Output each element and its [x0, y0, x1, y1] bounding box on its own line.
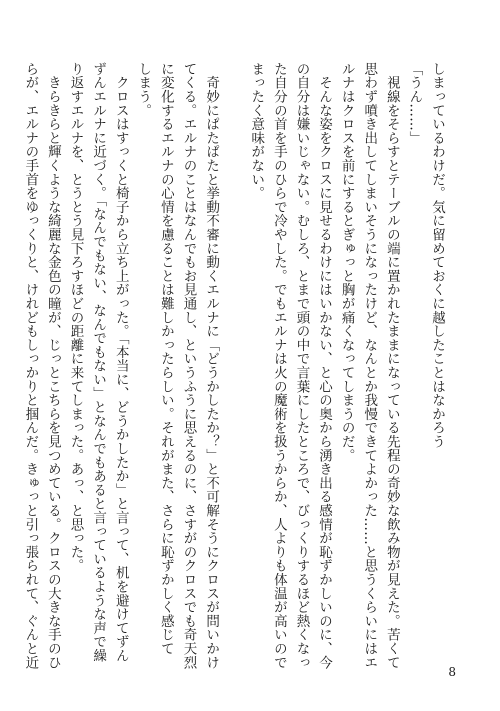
body-text	[22, 62, 448, 670]
text-line: クロスはすっくと椅子から立ち上がった。「本当に、どうかしたか」と言って、机を避けてずん	[112, 62, 129, 663]
text-line: ずんエルナに近づく。「なんでもない、なんでもない」となんでもあると言っているような声で繰	[90, 62, 107, 663]
text-line: らが、エルナの手首をゆっくりと、けれどもしっかりと掴んだ。きゅっと引っ張られて、ぐんと近	[22, 62, 39, 670]
text-line: まったく意味がない。	[248, 62, 265, 200]
text-line: しまう。	[135, 62, 152, 118]
paragraph-break	[222, 62, 245, 640]
text-line: しまっているわけだ。気に留めておくに越したことはなかろう	[429, 62, 445, 449]
text-line: の自分は嫌いじゃない。むしろ、とまで頭の中で言葉にしたところで、びっくりするほど熱くなっ	[293, 62, 310, 670]
text-line: た自分の首を手のひらで冷やした。でもエルナは火の魔術を扱うからか、人よりも体温が高いので	[270, 62, 287, 670]
text-line: そんな姿をクロスに見せるわけにはいかない、と心の奥から湧き出る感情が恥ずかしいのに、今	[316, 62, 333, 670]
text-line: に変化するエルナの心情を慮ることは難しかったらしい。それがまた、さらに恥ずかしく感じて	[157, 62, 174, 656]
text-line: ルナはクロスを前にするとぎゅっと胸が痛くなってしまうのだ。	[338, 62, 355, 463]
text-line: 奇妙にぱたぱたと挙動不審に動くエルナに「どうかしたか？」と不可解そうにクロスが問いかけ	[203, 62, 220, 670]
text-line: 「うん……」	[406, 62, 423, 145]
text-line: り返すエルナを、とうとう見下ろすほどの距離に来てしまった。あっ、と思った。	[67, 62, 84, 573]
page-number: 8	[448, 665, 456, 679]
text-line: きらきらと輝くような綺麗な金色の瞳が、じっとこちらを見つめている。クロスの大きな手のひ	[44, 62, 61, 670]
text-line: 視線をそらすとテーブルの端に置かれたままになっている先程の奇妙な飲み物が見えた。苦くて	[383, 62, 400, 670]
text-line: 思わず噴き出してしまいそうになったけど、なんとか我慢できてよかった……と思うくらいにはエ	[361, 62, 378, 670]
text-line: てくる。エルナのことはなんでもお見通し、というふうに思えるのに、さすがのクロスでも奇天烈	[180, 62, 197, 670]
